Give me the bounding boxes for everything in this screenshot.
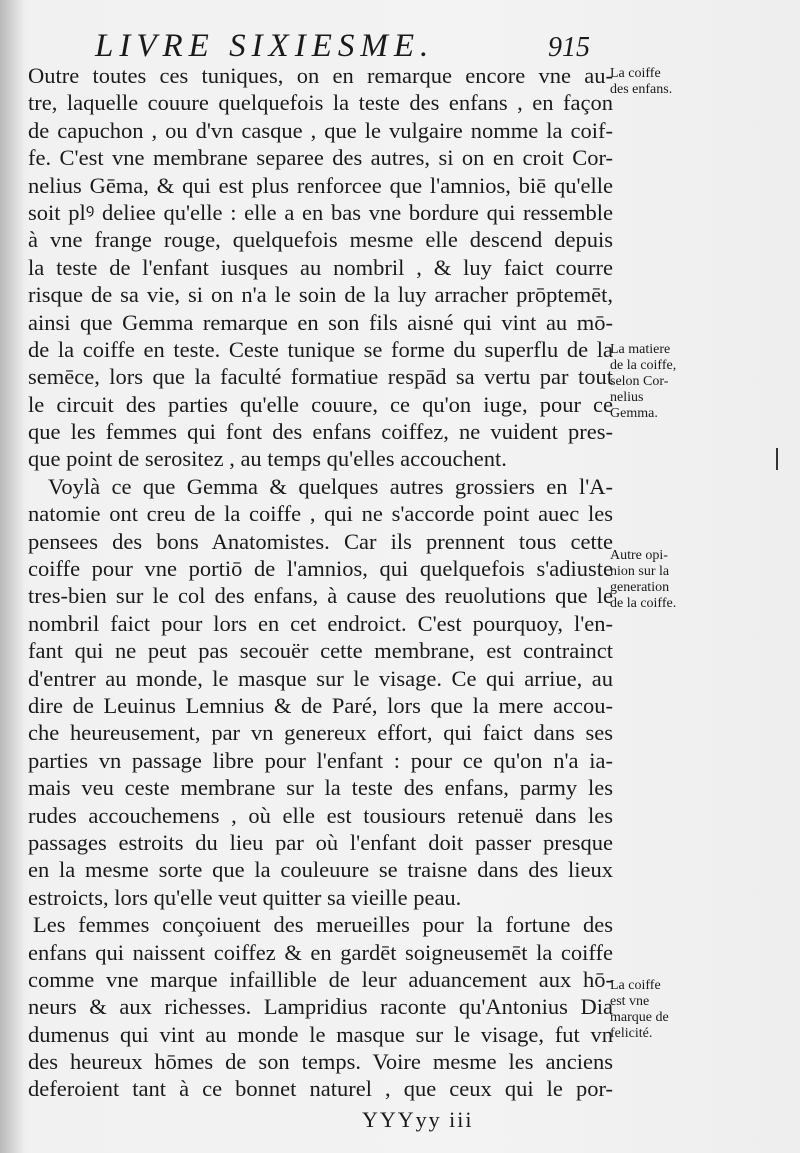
text-line: passages estroits du lieu par où l'enfant doit passer presque — [28, 829, 613, 855]
page-number: 915 — [548, 32, 590, 63]
text-line: tres-bien sur le col des enfans, à cause des reuolutions que le — [28, 583, 613, 609]
text-line: tre, laquelle couure quelquefois la teste des enfans , en façon — [28, 90, 613, 116]
margin-note-line: de la coiffe. — [610, 596, 677, 611]
text-line: de capuchon , ou d'vn casque , que le vulgaire nomme la coif- — [28, 117, 613, 143]
text-line: des heureux hōmes de son temps. Voire mesme les anciens — [28, 1049, 613, 1075]
printer-signature: YYYyy iii — [362, 1107, 474, 1132]
text-line: à vne frange rouge, quelquefois mesme elle descend depuis — [28, 227, 613, 253]
margin-note-line: La coiffe — [610, 978, 661, 993]
text-line: fant qui ne peut pas secouër cette membrane, est contrainct — [28, 638, 613, 664]
margin-note-line: nion sur la — [610, 564, 670, 579]
text-line: rudes accouchemens , où elle est tousiours retenuë dans les — [28, 802, 613, 828]
page-fold-shadow — [0, 0, 24, 1153]
text-line: de la coiffe en teste. Ceste tunique se forme du superflu de la — [28, 336, 613, 362]
text-line: d'entrer au monde, le masque sur le visage. Ce qui arriue, au — [28, 665, 613, 691]
text-line: le circuit des parties qu'elle couure, ce qu'on iuge, pour ce — [28, 391, 613, 417]
text-line: neurs & aux richesses. Lampridius raconte qu'Antonius Dia — [28, 994, 613, 1020]
margin-note-line: La matiere — [610, 342, 671, 357]
running-title: LIVRE SIXIESME. — [95, 28, 435, 64]
margin-note-matiere — [610, 342, 676, 422]
text-line: que point de serositez , au temps qu'elles accouchent. — [28, 446, 507, 472]
margin-note-line: est vne — [610, 994, 650, 1009]
text-line: comme vne marque infaillible de leur aduancement aux hō- — [28, 966, 613, 992]
text-line: Les femmes conçoiuent des merueilles pour la fortune des — [33, 912, 613, 938]
text-line: fe. C'est vne membrane separee des autres, si on en croit Cor- — [28, 145, 613, 171]
margin-note-line: felicité. — [610, 1026, 653, 1041]
body-text — [28, 62, 613, 1103]
margin-note-line: Gemma. — [610, 406, 658, 421]
text-line: dumenus qui vint au monde le masque sur le visage, fut vn — [28, 1021, 613, 1047]
margin-note-autre-opinion — [610, 548, 676, 612]
margin-note-line: marque de — [610, 1010, 669, 1025]
margin-note-felicite — [610, 978, 669, 1042]
text-line: risque de sa vie, si on n'a le soin de la luy arracher prōptemēt, — [28, 282, 613, 308]
text-line: dire de Leuinus Lemnius & de Paré, lors que la mere accou- — [28, 692, 613, 718]
text-line: semēce, lors que la faculté formatiue respād sa vertu par tout — [28, 364, 613, 390]
margin-note-line: generation — [610, 580, 670, 595]
text-line: enfans qui naissent coiffez & en gardēt soigneusemēt la coiffe — [28, 939, 613, 965]
text-line: coiffe pour vne portiō de l'amnios, qui quelquefois s'adiuste — [28, 556, 613, 582]
text-line: natomie ont creu de la coiffe , qui ne s'accorde point auec les — [28, 501, 613, 527]
text-line: parties vn passage libre pour l'enfant : pour ce qu'on n'a ia- — [28, 747, 613, 773]
text-line: nelius Gēma, & qui est plus renforcee que l'amnios, biē qu'elle — [28, 172, 613, 198]
text-line: la teste de l'enfant iusques au nombril , & luy faict courre — [28, 254, 613, 280]
margin-note-line: Autre opi- — [610, 548, 668, 563]
margin-note-line: La coiffe — [610, 66, 661, 81]
text-line: nombril faict pour lors en cet endroict. C'est pourquoy, l'en- — [28, 610, 613, 636]
text-line: mais veu ceste membrane sur la teste des enfans, parmy les — [28, 775, 613, 801]
margin-note-line: des enfans. — [610, 82, 673, 97]
text-line: estroicts, lors qu'elle veut quitter sa vieille peau. — [28, 884, 462, 910]
text-line: ainsi que Gemma remarque en son fils aisné qui vint au mō- — [28, 309, 613, 335]
text-line: en la mesme sorte que la couleuure se traisne dans des lieux — [28, 857, 613, 883]
ink-speck — [776, 448, 778, 470]
margin-note-line: selon Cor- — [610, 374, 669, 389]
text-line: pensees des bons Anatomistes. Car ils prennent tous cette — [28, 528, 613, 554]
margin-note-line: de la coiffe, — [610, 358, 677, 373]
text-line: che heureusement, par vn genereux effort, qui faict dans ses — [28, 720, 613, 746]
margin-note-coiffe — [610, 66, 672, 98]
text-line: Voylà ce que Gemma & quelques autres grossiers en l'A- — [48, 473, 613, 499]
text-line: Outre toutes ces tuniques, on en remarque encore vne au- — [28, 63, 613, 88]
margin-note-line: nelius — [610, 390, 644, 405]
text-line: deferoient tant à ce bonnet naturel , que ceux qui le por- — [28, 1076, 613, 1102]
text-line: que les femmes qui font des enfans coiffez, ne vuident pres- — [28, 419, 613, 445]
text-line: soit plꝰ deliee qu'elle : elle a en bas vne bordure qui ressemble — [28, 199, 613, 225]
